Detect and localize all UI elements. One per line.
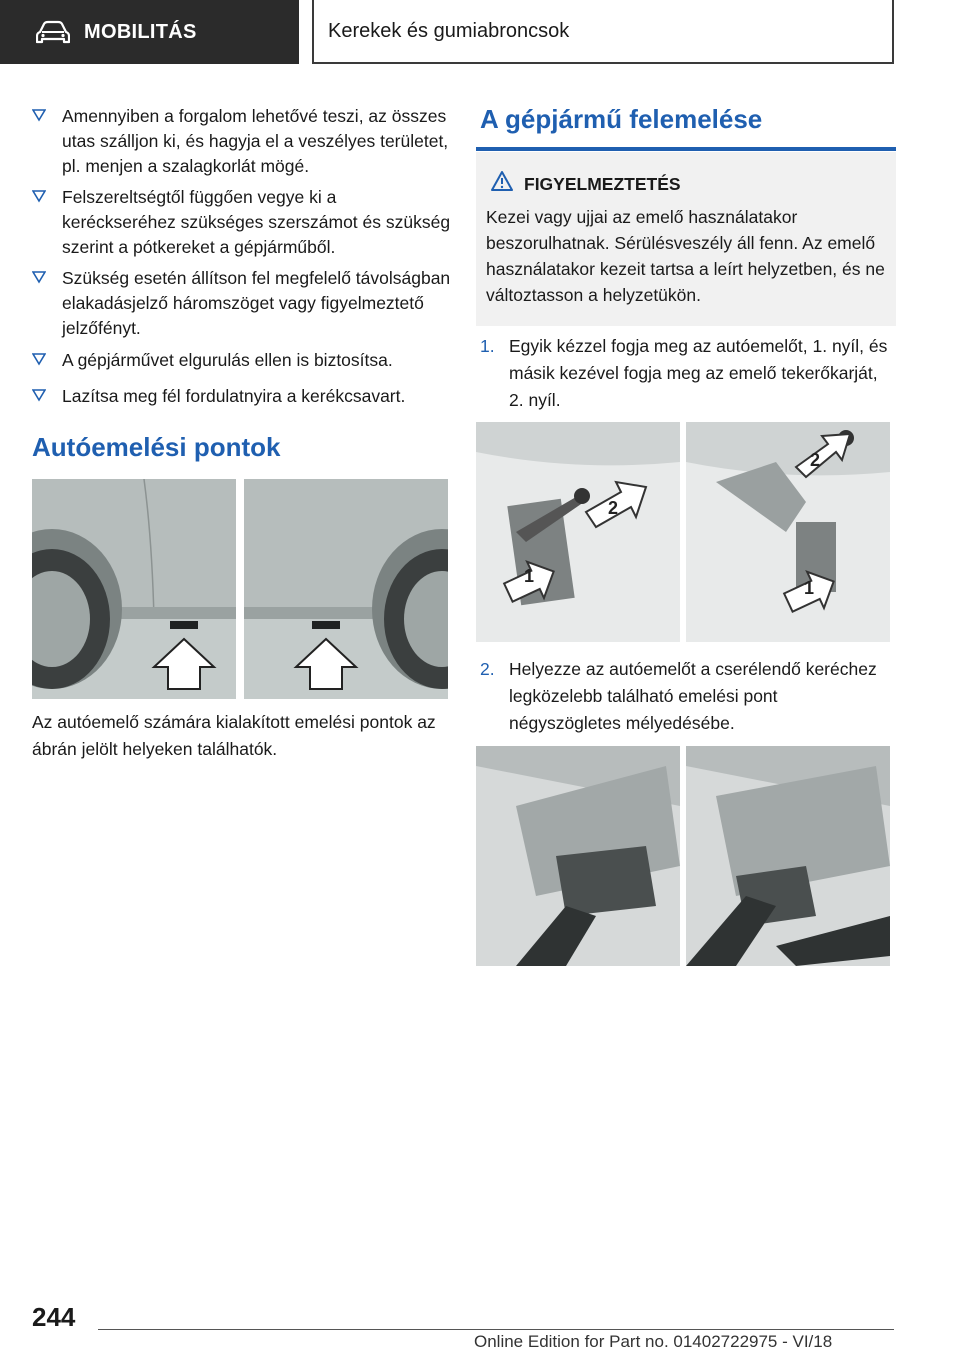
lifting-heading: A gépjármű felemelése [480,104,763,134]
topic-title: Kerekek és gumiabroncsok [328,19,570,42]
bullet-item [32,384,452,409]
step-item [480,656,894,737]
jacking-points-caption: Az autóemelő számára kialakított emelési pontok az ábrán jelölt helyeken találhatók. [32,712,436,759]
bullet-text: A gépjárművet elgurulás ellen is biztosítsa. [62,350,393,370]
bullet-triangle-icon [32,352,46,366]
arrow-2b-label: 2 [810,450,821,470]
step-item [480,333,894,414]
bullet-text: Szükség esetén állítson fel megfelelő távolságban elakadásjelző háromszöget vagy figyelmeztető jelzőfényt. [62,268,451,338]
bullet-text: Felszereltségtől függően vegye ki a keréckseréhez szükséges szerszámot és szükség szerint a pótkereket a gépjárműből. [62,187,451,257]
edition-note: Online Edition for Part no. 01402722975 - VI/18 [474,1332,833,1351]
warning-triangle-icon [490,170,514,192]
warning-box [476,152,896,326]
topic-tab [312,0,894,64]
step-text: Egyik kézzel fogja meg az autóemelőt, 1. nyíl, és másik kezével fogja meg az emelő tekerőkarját, 2. nyíl. [509,336,888,410]
bullet-item [32,348,452,373]
arrow-1-label: 1 [524,566,535,586]
bullet-triangle-icon [32,388,46,402]
bullet-item [32,104,452,179]
bullet-triangle-icon [32,270,46,284]
step-number: 1. [480,336,495,356]
section-title: MOBILITÁS [84,20,197,43]
warning-title: FIGYELMEZTETÉS [524,174,681,194]
heading-rule [476,147,896,151]
bullet-item [32,185,452,260]
jacking-points-figure [32,479,448,699]
bullet-text: Amennyiben a forgalom lehetővé teszi, az összes utas szálljon ki, és hagyja el a veszélyes területet, pl. menjen a szalagkorlát mögé. [62,106,449,176]
arrow-2-label: 2 [608,498,619,518]
bullet-item [32,266,452,341]
jack-handling-figure [476,422,890,642]
bullet-triangle-icon [32,189,46,203]
bullet-triangle-icon [32,108,46,122]
jack-placement-figure [476,746,890,966]
section-tab [0,0,299,64]
warning-body: Kezei vagy ujjai az emelő használatakor beszorulhatnak. Sérülésveszély áll fenn. Az emelő használatakor kezeit tartsa a leírt helyzetben, és ne változtasson a helyzetükön. [486,207,885,305]
arrow-1b-label: 1 [804,578,815,598]
step-text: Helyezze az autóemelőt a cserélendő keréchez legközelebb található emelési pont négyszögletes mélyedésébe. [509,659,877,733]
car-icon [36,20,70,44]
jacking-points-heading: Autóemelési pontok [32,432,281,462]
bullet-text: Lazítsa meg fél fordulatnyira a kerékcsavart. [62,386,406,406]
page-number: 244 [32,1302,76,1332]
footer-rule [98,1329,894,1330]
step-number: 2. [480,659,495,679]
